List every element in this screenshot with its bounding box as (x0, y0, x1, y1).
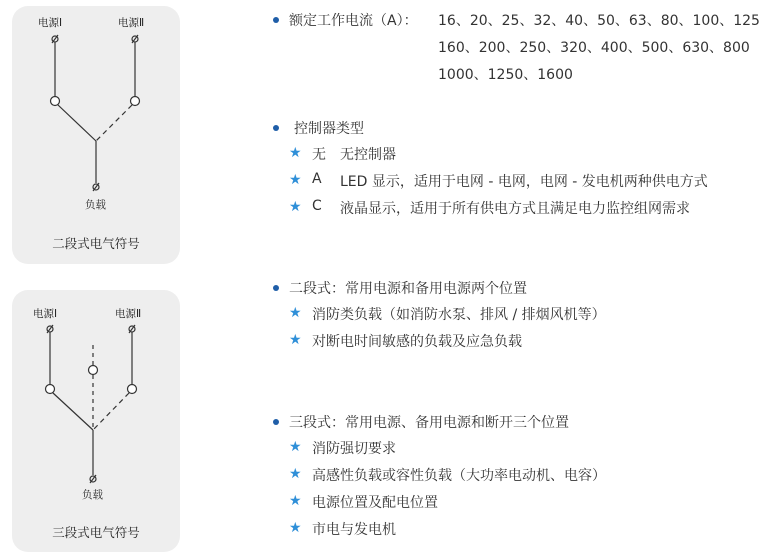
controller-desc-c: 液晶显示，适用于所有供电方式且满足电力监控组网需求 (340, 201, 690, 217)
contact-circle-icon (46, 385, 55, 394)
star-icon: ★ (289, 466, 302, 482)
star-icon: ★ (289, 305, 302, 321)
rated-current-row-2: 160、200、250、320、400、500、630、800 (438, 40, 750, 56)
star-icon: ★ (289, 145, 302, 161)
rated-current-label: 额定工作电流（A）： (289, 13, 418, 29)
three-stage-diagram (12, 290, 180, 552)
two-stage-title: 二段式：常用电源和备用电源两个位置 (289, 281, 527, 297)
controller-code-c: C (312, 198, 322, 214)
contact-circle-icon (89, 366, 98, 375)
two-stage-item: 消防类负载（如消防水泵、排风 / 排烟风机等） (312, 307, 606, 323)
star-icon: ★ (289, 439, 302, 455)
controller-desc-a: LED 显示，适用于电网 - 电网，电网 - 发电机两种供电方式 (340, 174, 708, 190)
bullet-dot-icon (273, 285, 279, 291)
contact-circle-icon (128, 385, 137, 394)
star-icon: ★ (289, 332, 302, 348)
bullet-dot-icon (273, 419, 279, 425)
star-icon: ★ (289, 172, 302, 188)
bullet-dot-icon (273, 125, 279, 131)
load-label: 负载 (82, 489, 103, 501)
three-stage-item: 市电与发电机 (312, 522, 396, 538)
contact-circle-icon (51, 97, 60, 106)
rated-current-row-1: 16、20、25、32、40、50、63、80、100、125 (438, 13, 760, 29)
controller-code-none: 无 (312, 147, 326, 163)
controller-desc-none: 无控制器 (340, 147, 396, 163)
controller-code-a: A (312, 171, 322, 187)
three-stage-item: 高感性负载或容性负载（大功率电动机、电容） (312, 468, 606, 484)
two-stage-symbol-card (12, 6, 180, 264)
three-stage-caption: 三段式电气符号 (52, 525, 140, 540)
source-1-label: 电源Ⅰ (33, 308, 58, 320)
controller-title: 控制器类型 (294, 121, 364, 137)
two-stage-diagram (12, 6, 180, 264)
star-icon: ★ (289, 520, 302, 536)
three-stage-item: 电源位置及配电位置 (312, 495, 438, 511)
source-2-label: 电源Ⅱ (115, 308, 142, 320)
three-stage-item: 消防强切要求 (312, 441, 396, 457)
source-1-label: 电源Ⅰ (38, 17, 63, 29)
two-stage-caption: 二段式电气符号 (52, 236, 140, 251)
three-stage-title: 三段式：常用电源、备用电源和断开三个位置 (289, 415, 569, 431)
contact-circle-icon (131, 97, 140, 106)
star-icon: ★ (289, 199, 302, 215)
bullet-dot-icon (273, 17, 279, 23)
star-icon: ★ (289, 493, 302, 509)
rated-current-row-3: 1000、1250、1600 (438, 67, 573, 83)
three-stage-symbol-card (12, 290, 180, 552)
load-label: 负载 (85, 199, 106, 211)
two-stage-item: 对断电时间敏感的负载及应急负载 (312, 334, 522, 350)
source-2-label: 电源Ⅱ (118, 17, 145, 29)
